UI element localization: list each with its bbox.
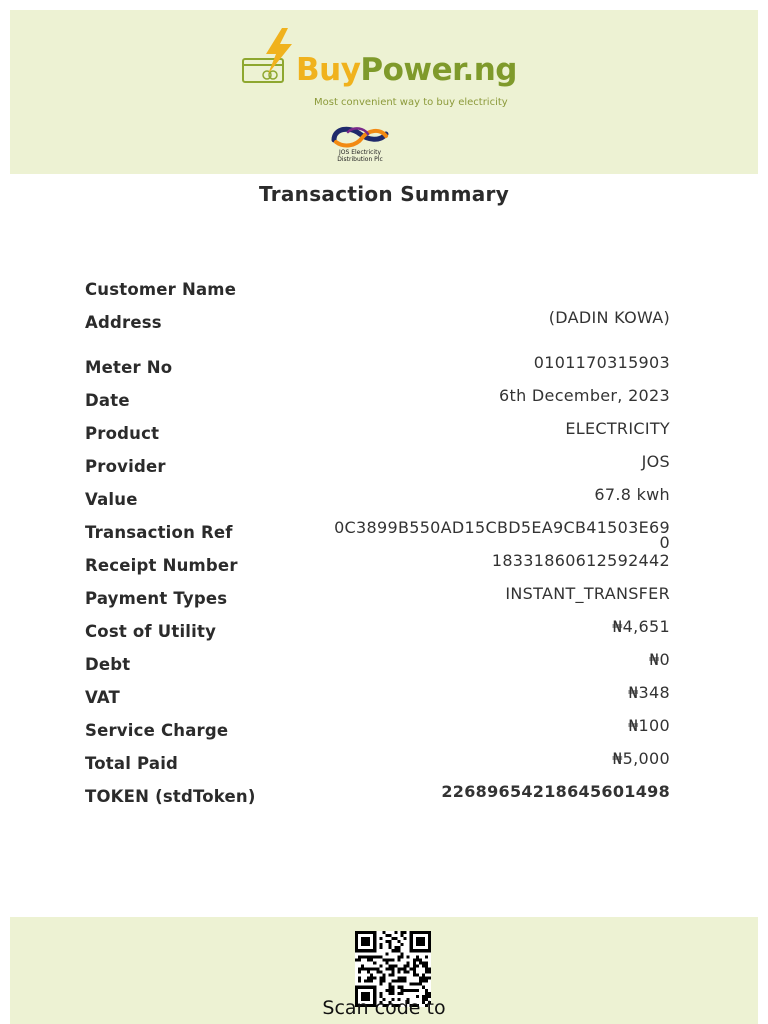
qr-module [428, 967, 431, 970]
service-charge-label: Service Charge [85, 721, 229, 740]
qr-module [379, 971, 382, 974]
qr-module [395, 964, 398, 967]
qr-module [428, 971, 431, 974]
row-product [85, 419, 670, 454]
qr-module [404, 980, 407, 983]
qr-module [370, 977, 373, 980]
qr-module [367, 977, 370, 980]
qr-module [388, 992, 391, 995]
qr-module [382, 958, 385, 961]
qr-module [358, 977, 361, 980]
qr-module [422, 961, 425, 964]
token-value: 22689654218645601498 [441, 782, 670, 801]
qr-module [419, 958, 422, 961]
qr-module [379, 980, 382, 983]
qr-module [382, 980, 385, 983]
qr-module [416, 964, 419, 967]
qr-module [401, 980, 404, 983]
receipt-number-label: Receipt Number [85, 556, 238, 575]
date-value: 6th December, 2023 [499, 386, 670, 405]
qr-module [391, 989, 394, 992]
qr-module [382, 974, 385, 977]
qr-module [404, 971, 407, 974]
qr-module [373, 961, 376, 964]
row-date [85, 386, 670, 421]
qr-module [425, 980, 428, 983]
qr-module [376, 971, 379, 974]
qr-module [422, 974, 425, 977]
lightning-bolt-icon [252, 28, 296, 74]
qr-module [395, 949, 398, 952]
qr-module [391, 974, 394, 977]
qr-module [425, 955, 428, 958]
qr-module [385, 989, 388, 992]
qr-module [385, 940, 388, 943]
jos-disco-name [328, 149, 392, 163]
product-value: ELECTRICITY [565, 419, 670, 438]
qr-module [391, 964, 394, 967]
total-paid-label: Total Paid [85, 754, 179, 773]
qr-module [398, 971, 401, 974]
qr-module [370, 958, 373, 961]
qr-module [425, 961, 428, 964]
receipt-number-value: 18331860612592442 [491, 551, 670, 570]
qr-module [388, 934, 391, 937]
customer-name-label: Customer Name [85, 280, 237, 299]
qr-module [410, 967, 413, 970]
qr-module [404, 977, 407, 980]
qr-module [385, 958, 388, 961]
qr-module [388, 940, 391, 943]
qr-module [395, 937, 398, 940]
transaction-ref-label: Transaction Ref [85, 523, 233, 542]
qr-module [407, 955, 410, 958]
row-token [85, 782, 670, 817]
qr-module [367, 955, 370, 958]
header-band [10, 10, 758, 174]
qr-module [407, 964, 410, 967]
qr-module [416, 983, 419, 986]
total-paid-value: ₦5,000 [612, 749, 670, 768]
qr-module [388, 958, 391, 961]
qr-module [391, 980, 394, 983]
jos-disco-logo [328, 124, 392, 168]
qr-module [419, 980, 422, 983]
qr-module [407, 961, 410, 964]
qr-module [367, 980, 370, 983]
qr-module [391, 986, 394, 989]
qr-module [385, 934, 388, 937]
product-label: Product [85, 424, 160, 443]
jos-disco-name-line2: Distribution Plc [337, 156, 383, 163]
qr-module [391, 937, 394, 940]
qr-module [425, 967, 428, 970]
qr-module [361, 955, 364, 958]
row-vat [85, 683, 670, 718]
row-provider [85, 452, 670, 487]
qr-module [407, 971, 410, 974]
qr-module [398, 986, 401, 989]
qr-module [373, 977, 376, 980]
row-receipt-number [85, 551, 670, 586]
payment-types-label: Payment Types [85, 589, 228, 608]
qr-module [398, 977, 401, 980]
qr-module [395, 931, 398, 934]
qr-module [413, 964, 416, 967]
row-customer-name [85, 280, 670, 310]
qr-module [398, 955, 401, 958]
qr-module [391, 958, 394, 961]
qr-module [398, 946, 401, 949]
value-label: Value [85, 490, 138, 509]
vat-label: VAT [85, 688, 120, 707]
qr-module [425, 992, 428, 995]
qr-module [379, 943, 382, 946]
meter-no-label: Meter No [85, 358, 173, 377]
qr-module [379, 946, 382, 949]
brand-buy: Buy [296, 52, 361, 88]
qr-module [376, 967, 379, 970]
qr-module [382, 931, 385, 934]
qr-module [422, 977, 425, 980]
qr-module [373, 967, 376, 970]
debt-label: Debt [85, 655, 131, 674]
qr-module [388, 989, 391, 992]
qr-module [410, 983, 413, 986]
qr-module [379, 977, 382, 980]
qr-module [391, 992, 394, 995]
buypower-logo [242, 28, 542, 118]
qr-module [355, 958, 358, 961]
qr-module [364, 955, 367, 958]
qr-module [379, 992, 382, 995]
qr-module [370, 974, 373, 977]
qr-module [379, 964, 382, 967]
date-label: Date [85, 391, 130, 410]
qr-module [385, 967, 388, 970]
qr-finder-module [416, 937, 425, 946]
page-title: Transaction Summary [258, 182, 510, 206]
qr-module [425, 964, 428, 967]
qr-module [422, 986, 425, 989]
qr-module [401, 934, 404, 937]
provider-label: Provider [85, 457, 166, 476]
qr-module [413, 958, 416, 961]
qr-module [388, 974, 391, 977]
provider-value: JOS [641, 452, 670, 471]
qr-module [382, 977, 385, 980]
qr-module [404, 931, 407, 934]
qr-module [391, 967, 394, 970]
qr-module [407, 989, 410, 992]
qr-module [428, 977, 431, 980]
qr-module [416, 955, 419, 958]
qr-module [370, 980, 373, 983]
brand-power-ng: Power.ng [360, 52, 517, 88]
qr-module [358, 980, 361, 983]
debt-value: ₦0 [649, 650, 670, 669]
qr-module [358, 967, 361, 970]
payment-types-value: INSTANT_TRANSFER [505, 584, 670, 603]
qr-module [401, 986, 404, 989]
qr-module [379, 955, 382, 958]
value-value: 67.8 kwh [594, 485, 670, 504]
qr-module [388, 943, 391, 946]
qr-module [419, 977, 422, 980]
qr-module [398, 940, 401, 943]
qr-module [367, 958, 370, 961]
qr-module [413, 989, 416, 992]
qr-module [364, 980, 367, 983]
meter-no-value: 0101170315903 [533, 353, 670, 372]
qr-module [361, 967, 364, 970]
qr-module [388, 964, 391, 967]
qr-module [416, 989, 419, 992]
qr-module [425, 971, 428, 974]
jos-swirl-icon [328, 124, 392, 150]
qr-module [385, 952, 388, 955]
qr-module [419, 983, 422, 986]
qr-module [388, 986, 391, 989]
qr-module [425, 989, 428, 992]
qr-module [419, 961, 422, 964]
row-value [85, 485, 670, 520]
qr-code[interactable] [355, 931, 431, 1007]
qr-module [398, 980, 401, 983]
brand-name [296, 52, 517, 88]
qr-module [398, 992, 401, 995]
brand-tagline: Most convenient way to buy electricity [314, 97, 508, 108]
qr-module [391, 971, 394, 974]
qr-module [401, 955, 404, 958]
qr-module [404, 937, 407, 940]
cost-of-utility-value: ₦4,651 [612, 617, 670, 636]
qr-module [358, 958, 361, 961]
jos-disco-name-line1: JOS Electricity [338, 149, 381, 156]
qr-module [401, 989, 404, 992]
qr-module [391, 949, 394, 952]
footer-band [10, 917, 758, 1024]
qr-module [404, 989, 407, 992]
cost-of-utility-label: Cost of Utility [85, 622, 217, 641]
transaction-ref-value: 0C3899B550AD15CBD5EA9CB41503E690 [334, 518, 670, 552]
row-meter-no [85, 353, 670, 388]
qr-module [401, 931, 404, 934]
qr-module [422, 980, 425, 983]
qr-module [385, 961, 388, 964]
qr-module [373, 955, 376, 958]
row-service-charge [85, 716, 670, 751]
qr-module [416, 958, 419, 961]
row-cost-of-utility [85, 617, 670, 652]
qr-module [416, 974, 419, 977]
qr-module [395, 946, 398, 949]
token-label: TOKEN (stdToken) [85, 787, 256, 806]
qr-module [425, 977, 428, 980]
qr-module [398, 967, 401, 970]
qr-finder-module [361, 937, 370, 946]
qr-module [376, 955, 379, 958]
qr-module [358, 971, 361, 974]
address-label: Address [85, 313, 162, 332]
row-transaction-ref [85, 518, 670, 553]
row-address [85, 308, 670, 343]
qr-module [428, 992, 431, 995]
qr-module [398, 958, 401, 961]
qr-module [413, 974, 416, 977]
row-debt [85, 650, 670, 685]
qr-module [401, 952, 404, 955]
qr-module [410, 989, 413, 992]
qr-module [413, 971, 416, 974]
row-payment-types [85, 584, 670, 619]
qr-module [401, 977, 404, 980]
qr-module [379, 937, 382, 940]
qr-module [401, 992, 404, 995]
service-charge-value: ₦100 [628, 716, 670, 735]
address-value: (DADIN KOWA) [548, 308, 670, 327]
qr-module [401, 943, 404, 946]
qr-module [379, 983, 382, 986]
qr-module [404, 967, 407, 970]
qr-module [422, 964, 425, 967]
qr-module [404, 964, 407, 967]
qr-module [395, 980, 398, 983]
qr-module [370, 955, 373, 958]
row-total-paid [85, 749, 670, 784]
qr-module [413, 967, 416, 970]
qr-module [367, 967, 370, 970]
qr-module [361, 964, 364, 967]
scan-instruction: Scan code to [322, 997, 446, 1019]
qr-module [413, 983, 416, 986]
qr-module [413, 961, 416, 964]
qr-module [388, 983, 391, 986]
qr-module [388, 967, 391, 970]
vat-value: ₦348 [628, 683, 670, 702]
qr-module [401, 967, 404, 970]
qr-module [388, 946, 391, 949]
qr-module [367, 971, 370, 974]
qr-module [398, 949, 401, 952]
qr-module [370, 967, 373, 970]
qr-module [364, 967, 367, 970]
qr-module [358, 955, 361, 958]
